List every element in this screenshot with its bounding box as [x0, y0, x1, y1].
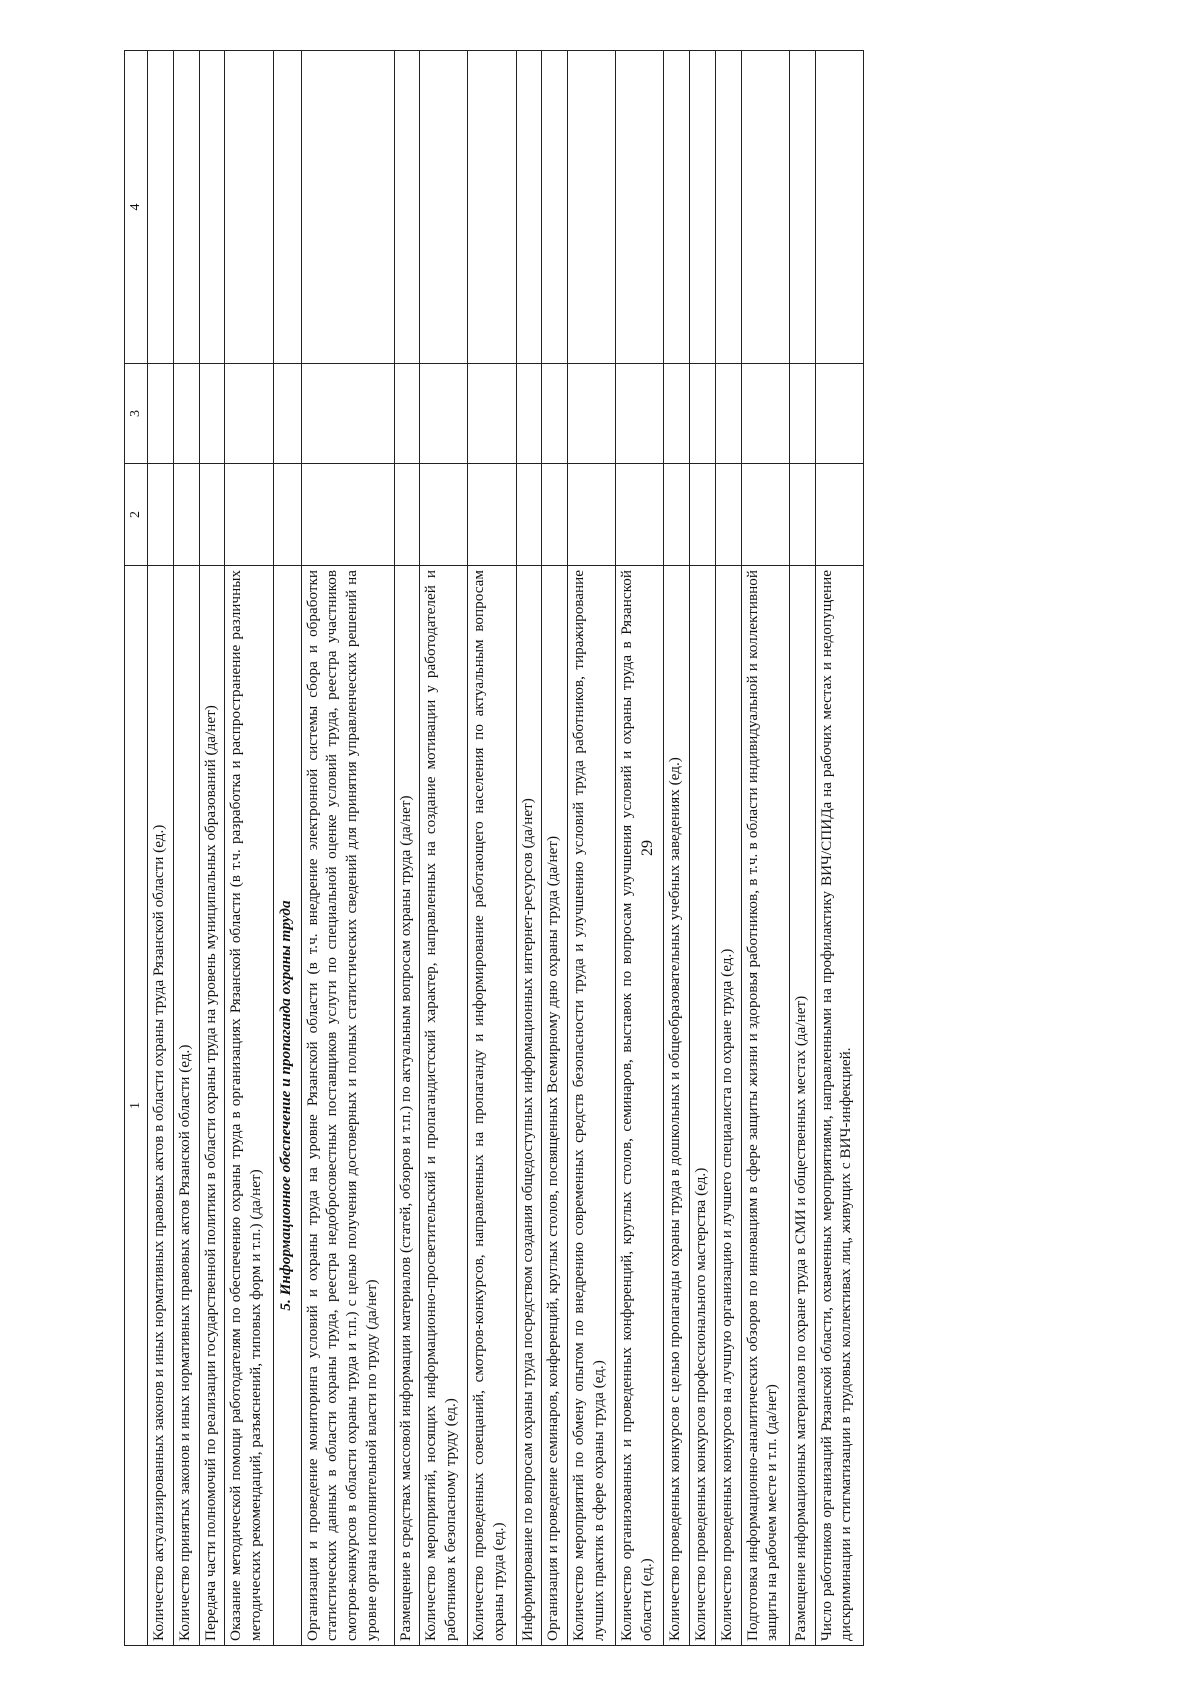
value-cell	[301, 464, 394, 566]
table-row	[173, 51, 199, 1646]
table-row	[148, 51, 174, 1646]
value-cell	[616, 364, 664, 464]
value-cell	[789, 51, 815, 364]
value-cell	[664, 51, 690, 364]
indicator-description: Количество проведенных конкурсов профессионального мастерства (ед.)	[690, 566, 716, 1646]
table-row	[568, 51, 616, 1646]
value-cell	[542, 51, 568, 364]
value-cell	[394, 364, 420, 464]
column-header: 2	[125, 464, 148, 566]
column-header: 1	[125, 566, 148, 1646]
value-cell	[148, 364, 174, 464]
value-cell	[690, 51, 716, 364]
value-cell	[468, 51, 516, 364]
indicator-description: Размещение информационных материалов по охране труда в СМИ и общественных местах (да/нет)	[789, 566, 815, 1646]
value-cell	[420, 464, 468, 566]
value-cell	[815, 364, 863, 464]
value-cell	[420, 51, 468, 364]
value-cell	[568, 51, 616, 364]
table-row	[301, 51, 394, 1646]
value-cell	[741, 364, 789, 464]
value-cell	[789, 364, 815, 464]
table-row	[664, 51, 690, 1646]
value-cell	[568, 364, 616, 464]
indicator-description: Число работников организаций Рязанской области, охваченных мероприятиями, направленными на профилактику ВИЧ/СПИДа на рабочих местах и недопущение дискриминации и стигматизации в трудовых коллективах лиц, живущих с ВИЧ-инфекцией.	[815, 566, 863, 1646]
indicator-description: Количество актуализированных законов и иных нормативных правовых актов в области охраны труда Рязанской области (ед.)	[148, 566, 174, 1646]
value-cell	[199, 51, 225, 364]
table-row	[741, 51, 789, 1646]
value-cell	[420, 364, 468, 464]
table-row	[420, 51, 468, 1646]
value-cell	[173, 51, 199, 364]
table-row	[616, 51, 664, 1646]
value-cell	[273, 364, 301, 464]
indicator-description: Количество проведенных конкурсов с целью пропаганды охраны труда в дошкольных и общеобразовательных учебных заведениях (ед.)	[664, 566, 690, 1646]
column-header: 4	[125, 51, 148, 364]
indicator-description: Количество мероприятий по обмену опытом по внедрению современных средств безопасности труда и улучшению условий труда работников, тиражирование лучших практик в сфере охраны труда (ед.)	[568, 566, 616, 1646]
indicator-description: Количество мероприятий, носящих информационно-просветительский и пропагандистский характер, направленных на создание мотивации у работодателей и работников к безопасному труду (ед.)	[420, 566, 468, 1646]
indicator-description: Информирование по вопросам охраны труда посредством создания общедоступных информационных интернет-ресурсов (да/нет)	[516, 566, 542, 1646]
value-cell	[715, 464, 741, 566]
value-cell	[199, 364, 225, 464]
value-cell	[616, 51, 664, 364]
table-row	[815, 51, 863, 1646]
page-number: 29	[639, 840, 656, 856]
indicator-description: Количество принятых законов и иных нормативных правовых актов Рязанской области (ед.)	[173, 566, 199, 1646]
value-cell	[225, 464, 273, 566]
value-cell	[516, 51, 542, 364]
table-row	[516, 51, 542, 1646]
value-cell	[394, 51, 420, 364]
indicator-description: Количество проведенных совещаний, смотров-конкурсов, направленных на пропаганду и информирование работающего населения по актуальным вопросам охраны труда (ед.)	[468, 566, 516, 1646]
value-cell	[468, 364, 516, 464]
value-cell	[741, 464, 789, 566]
value-cell	[273, 464, 301, 566]
section-heading: 5. Информационное обеспечение и пропаганда охраны труда	[273, 566, 301, 1646]
value-cell	[199, 464, 225, 566]
table-row	[225, 51, 273, 1646]
indicator-description: Количество организованных и проведенных конференций, круглых столов, семинаров, выставок по вопросам улучшения условий и охраны труда в Рязанской области (ед.)	[616, 566, 664, 1646]
value-cell	[690, 364, 716, 464]
value-cell	[542, 464, 568, 566]
table-row	[715, 51, 741, 1646]
value-cell	[789, 464, 815, 566]
value-cell	[173, 364, 199, 464]
indicator-description: Размещение в средствах массовой информации материалов (статей, обзоров и т.п.) по актуальным вопросам охраны труда (да/нет)	[394, 566, 420, 1646]
value-cell	[173, 464, 199, 566]
value-cell	[815, 51, 863, 364]
value-cell	[301, 364, 394, 464]
value-cell	[273, 51, 301, 364]
table-header-row	[125, 51, 148, 1646]
table-row	[789, 51, 815, 1646]
value-cell	[664, 364, 690, 464]
indicators-table	[124, 50, 864, 1646]
section-heading-row	[273, 51, 301, 1646]
value-cell	[394, 464, 420, 566]
indicator-description: Подготовка информационно-аналитических обзоров по инновациям в сфере защиты жизни и здоровья работников, в т.ч. в области индивидуальной и коллективной защиты на рабочем месте и т.п. (да/нет)	[741, 566, 789, 1646]
indicator-description: Количество проведенных конкурсов на лучшую организацию и лучшего специалиста по охране труда (ед.)	[715, 566, 741, 1646]
value-cell	[568, 464, 616, 566]
value-cell	[542, 364, 568, 464]
value-cell	[715, 364, 741, 464]
value-cell	[148, 51, 174, 364]
value-cell	[225, 364, 273, 464]
value-cell	[815, 464, 863, 566]
table-row	[542, 51, 568, 1646]
value-cell	[741, 51, 789, 364]
value-cell	[516, 464, 542, 566]
value-cell	[225, 51, 273, 364]
value-cell	[468, 464, 516, 566]
value-cell	[715, 51, 741, 364]
value-cell	[148, 464, 174, 566]
table-row	[199, 51, 225, 1646]
column-header: 3	[125, 364, 148, 464]
value-cell	[690, 464, 716, 566]
value-cell	[664, 464, 690, 566]
indicator-description: Передача части полномочий по реализации государственной политики в области охраны труда на уровень муниципальных образований (да/нет)	[199, 566, 225, 1646]
table-row	[394, 51, 420, 1646]
rotated-table-sheet	[124, 51, 864, 1646]
table-row	[690, 51, 716, 1646]
value-cell	[516, 364, 542, 464]
table-row	[468, 51, 516, 1646]
indicator-description: Организация и проведение семинаров, конференций, круглых столов, посвященных Всемирному дню охраны труда (да/нет)	[542, 566, 568, 1646]
value-cell	[301, 51, 394, 364]
indicator-description: Организация и проведение мониторинга условий и охраны труда на уровне Рязанской области (в т.ч. внедрение электронной системы сбора и обработки статистических данных в области охраны труда, реестра недобросовестных поставщиков услуги по специальной оценке условий труда, реестра участников смотров-конкурсов в области охраны труда и т.п.) с целью получения достоверных и полных статистических сведений для принятия управленческих решений на уровне органа исполнительной власти по труду (да/нет)	[301, 566, 394, 1646]
indicator-description: Оказание методической помощи работодателям по обеспечению охраны труда в организациях Рязанской области (в т.ч. разработка и распространение различных методических рекомендаций, разъяснений, типовых форм и т.п.) (да/нет)	[225, 566, 273, 1646]
value-cell	[616, 464, 664, 566]
